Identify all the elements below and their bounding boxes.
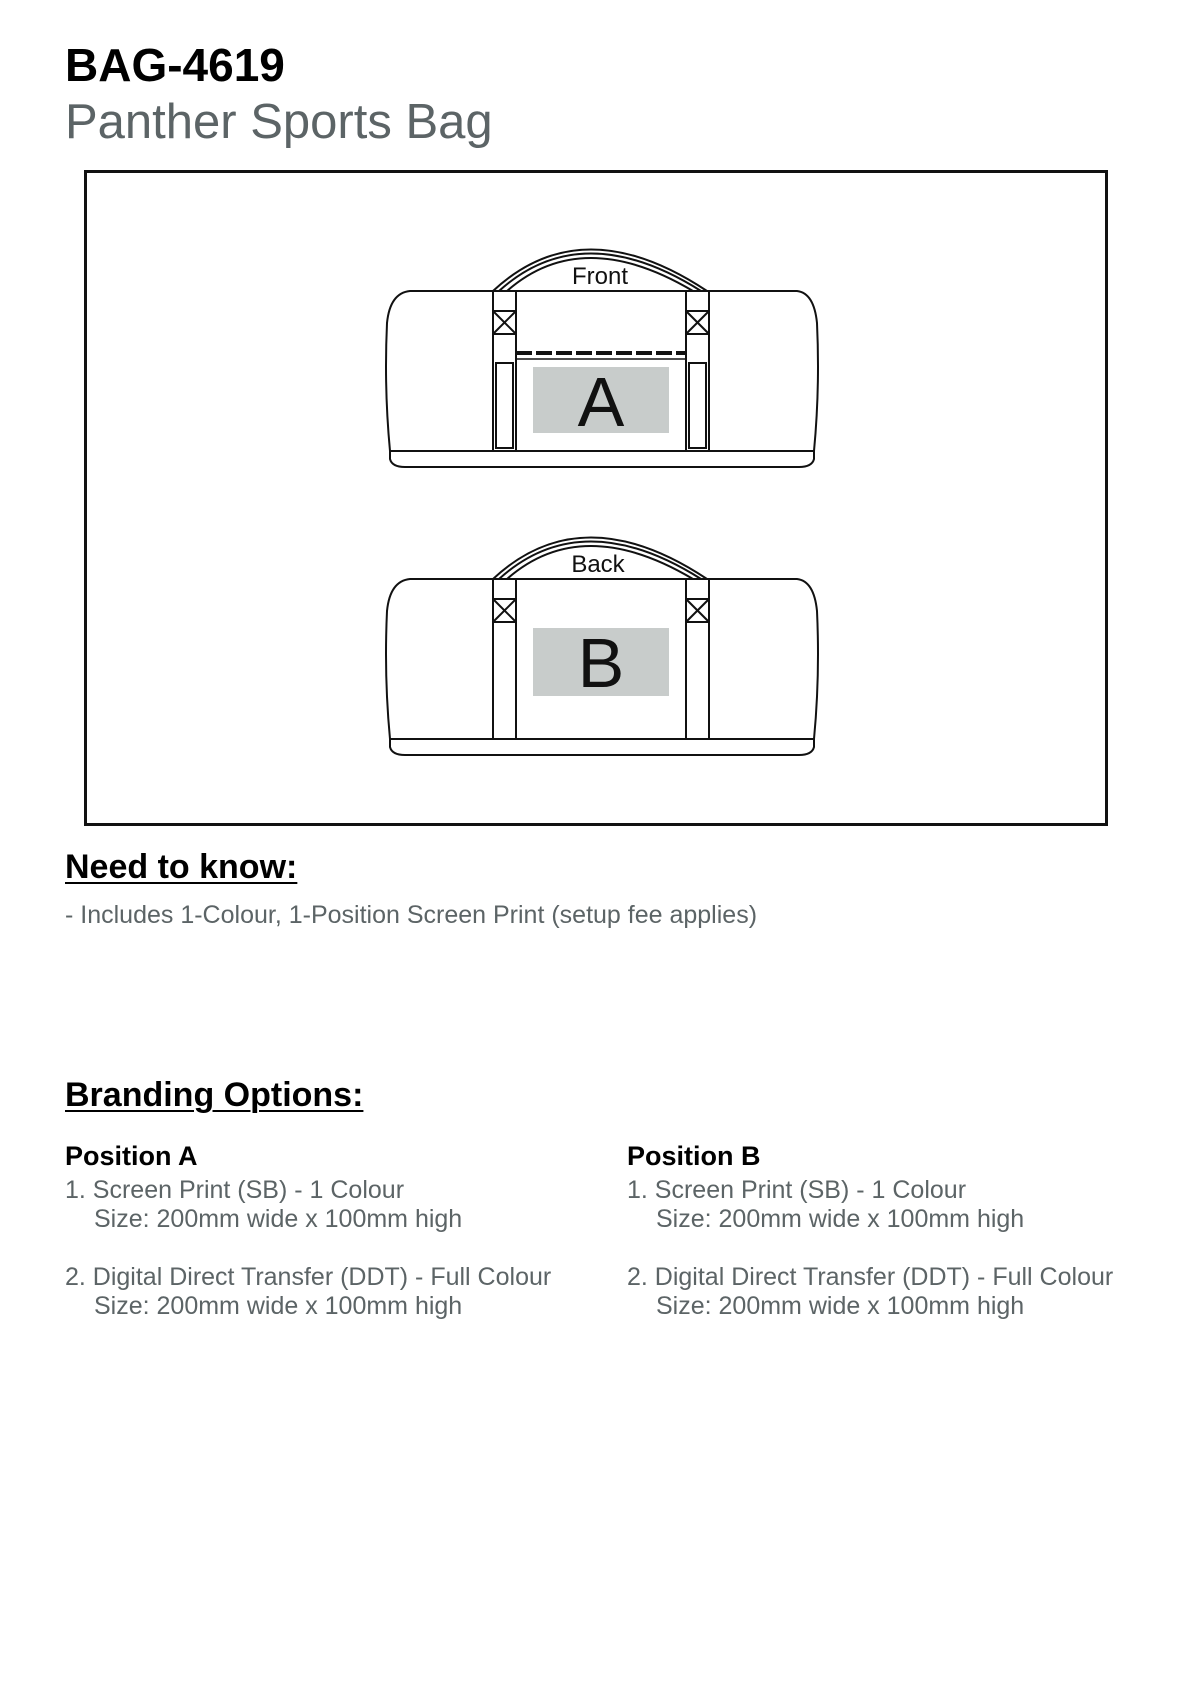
- option-method: 2. Digital Direct Transfer (DDT) - Full Colour: [627, 1263, 1114, 1291]
- bag-diagram: [87, 173, 1105, 823]
- position-b-column: [627, 1143, 1147, 1321]
- diagram-frame: [84, 170, 1108, 826]
- need-to-know-note: - Includes 1-Colour, 1-Position Screen Print (setup fee applies): [65, 901, 758, 929]
- position-a-option-2: [65, 1263, 585, 1321]
- need-to-know-heading: Need to know:: [65, 848, 298, 886]
- position-a-letter: A: [577, 363, 625, 441]
- position-b-title: Position B: [627, 1141, 761, 1171]
- product-code: BAG-4619: [65, 39, 285, 91]
- position-b-option-2: [627, 1263, 1147, 1321]
- back-label: Back: [571, 551, 625, 578]
- option-method: 1. Screen Print (SB) - 1 Colour: [65, 1176, 405, 1204]
- option-size: Size: 200mm wide x 100mm high: [94, 1205, 463, 1233]
- product-name: Panther Sports Bag: [65, 95, 493, 149]
- option-size: Size: 200mm wide x 100mm high: [656, 1205, 1025, 1233]
- option-method: 2. Digital Direct Transfer (DDT) - Full Colour: [65, 1263, 552, 1291]
- branding-options-heading: Branding Options:: [65, 1076, 364, 1114]
- front-label: Front: [571, 263, 629, 290]
- position-a-title: Position A: [65, 1141, 198, 1171]
- position-a-column: [65, 1143, 585, 1321]
- position-a-option-1: [65, 1176, 585, 1234]
- position-b-letter: B: [577, 624, 625, 702]
- position-b-option-1: [627, 1176, 1147, 1234]
- option-size: Size: 200mm wide x 100mm high: [656, 1292, 1025, 1320]
- option-size: Size: 200mm wide x 100mm high: [94, 1292, 463, 1320]
- option-method: 1. Screen Print (SB) - 1 Colour: [627, 1176, 967, 1204]
